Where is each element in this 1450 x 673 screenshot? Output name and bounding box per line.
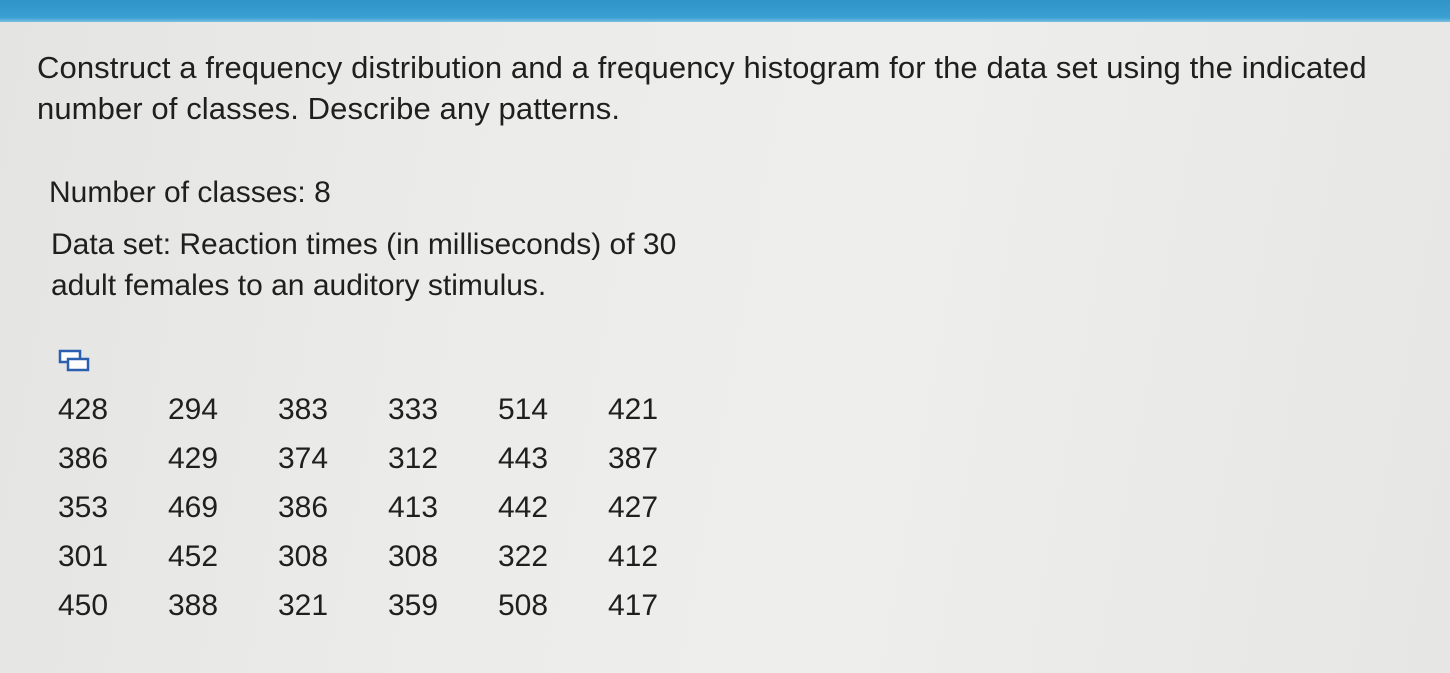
data-value: 301 (58, 539, 109, 573)
data-value: 386 (58, 441, 109, 475)
data-value: 450 (58, 588, 109, 622)
data-value: 333 (388, 392, 439, 426)
copy-data-icon[interactable] (58, 348, 92, 374)
data-value: 412 (608, 539, 659, 573)
data-value: 321 (278, 588, 329, 622)
number-of-classes: Number of classes: 8 (49, 176, 331, 209)
data-value: 421 (608, 392, 659, 426)
data-value: 322 (498, 539, 549, 573)
data-table-body (58, 385, 718, 630)
data-value: 427 (608, 490, 659, 524)
data-value: 308 (388, 539, 439, 573)
table-row (58, 385, 718, 434)
copy-data-icon-graphic (58, 348, 92, 374)
data-value: 308 (278, 539, 329, 573)
data-value: 443 (498, 441, 549, 475)
data-value: 442 (498, 490, 549, 524)
data-value: 383 (278, 392, 329, 426)
data-value: 508 (498, 588, 549, 622)
data-table (58, 385, 718, 630)
data-value: 413 (388, 490, 439, 524)
data-value: 386 (278, 490, 329, 524)
data-value: 359 (388, 588, 439, 622)
data-set-description: Data set: Reaction times (in milliseconds) of 30 adult females to an auditory stimulus. (51, 228, 677, 302)
data-value: 388 (168, 588, 219, 622)
data-value: 469 (168, 490, 219, 524)
question-instructions: Construct a frequency distribution and a frequency histogram for the data set using the indicated number of classes. Describe any patterns. (37, 50, 1367, 126)
table-row (58, 434, 718, 483)
table-row (58, 483, 718, 532)
data-value: 428 (58, 392, 109, 426)
data-value: 312 (388, 441, 439, 475)
table-row (58, 581, 718, 630)
data-value: 374 (278, 441, 329, 475)
data-value: 514 (498, 392, 549, 426)
data-value: 387 (608, 441, 659, 475)
data-value: 294 (168, 392, 219, 426)
data-value: 353 (58, 490, 109, 524)
data-value: 417 (608, 588, 659, 622)
table-row (58, 532, 718, 581)
data-value: 452 (168, 539, 219, 573)
data-value: 429 (168, 441, 219, 475)
